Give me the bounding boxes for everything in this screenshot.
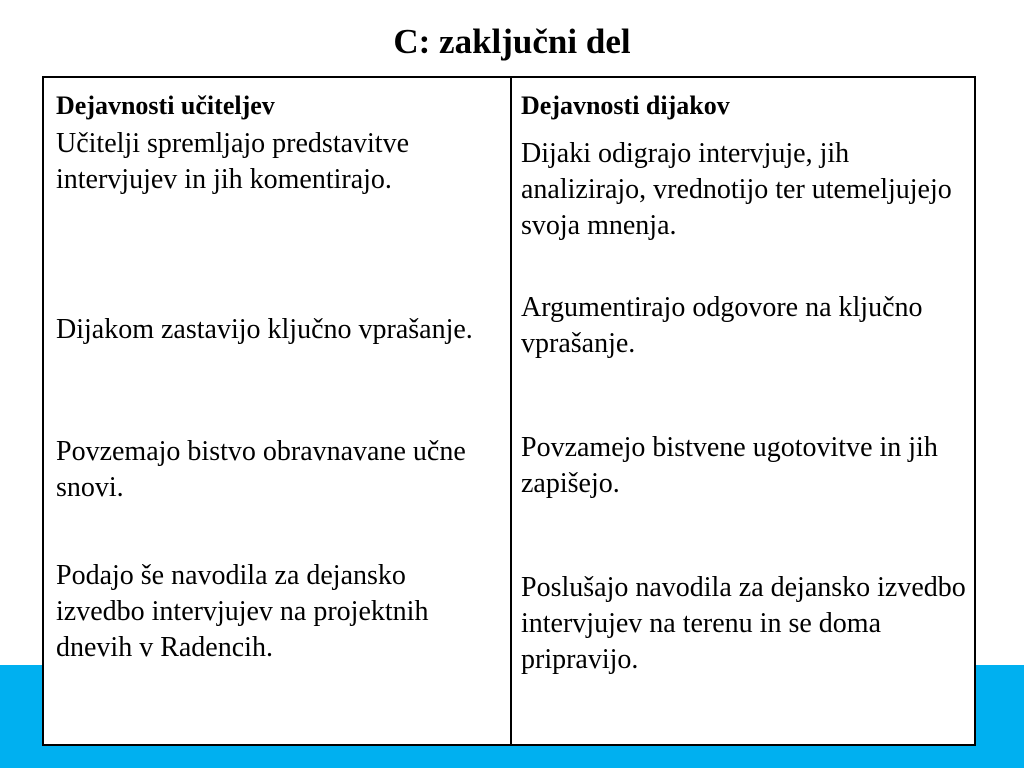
teacher-paragraph: Povzemajo bistvo obravnavane učne snovi. [56, 436, 466, 503]
activities-table [42, 76, 976, 746]
teacher-paragraph: Učitelji spremljajo predstavitve intervjujev in jih komentirajo. [56, 128, 410, 195]
teacher-activities-header: Dejavnosti učiteljev [56, 91, 275, 120]
student-paragraph: Poslušajo navodila za dejansko izvedbo intervjujev na terenu in se doma pripravijo. [521, 572, 966, 675]
teacher-paragraph: Podajo še navodila za dejansko izvedbo intervjujev na projektnih dnevih v Radencih. [56, 560, 429, 663]
column-divider [510, 78, 512, 744]
slide-title: C: zaključni del [393, 22, 631, 61]
student-activities-header: Dejavnosti dijakov [521, 91, 730, 120]
student-paragraph: Dijaki odigrajo intervjuje, jih analizirajo, vrednotijo ter utemeljujejo svoja mnenja. [521, 138, 952, 241]
teacher-paragraph: Dijakom zastavijo ključno vprašanje. [56, 314, 473, 345]
student-paragraph: Povzamejo bistvene ugotovitve in jih zapišejo. [521, 432, 938, 499]
student-paragraph: Argumentirajo odgovore na ključno vprašanje. [521, 292, 923, 359]
